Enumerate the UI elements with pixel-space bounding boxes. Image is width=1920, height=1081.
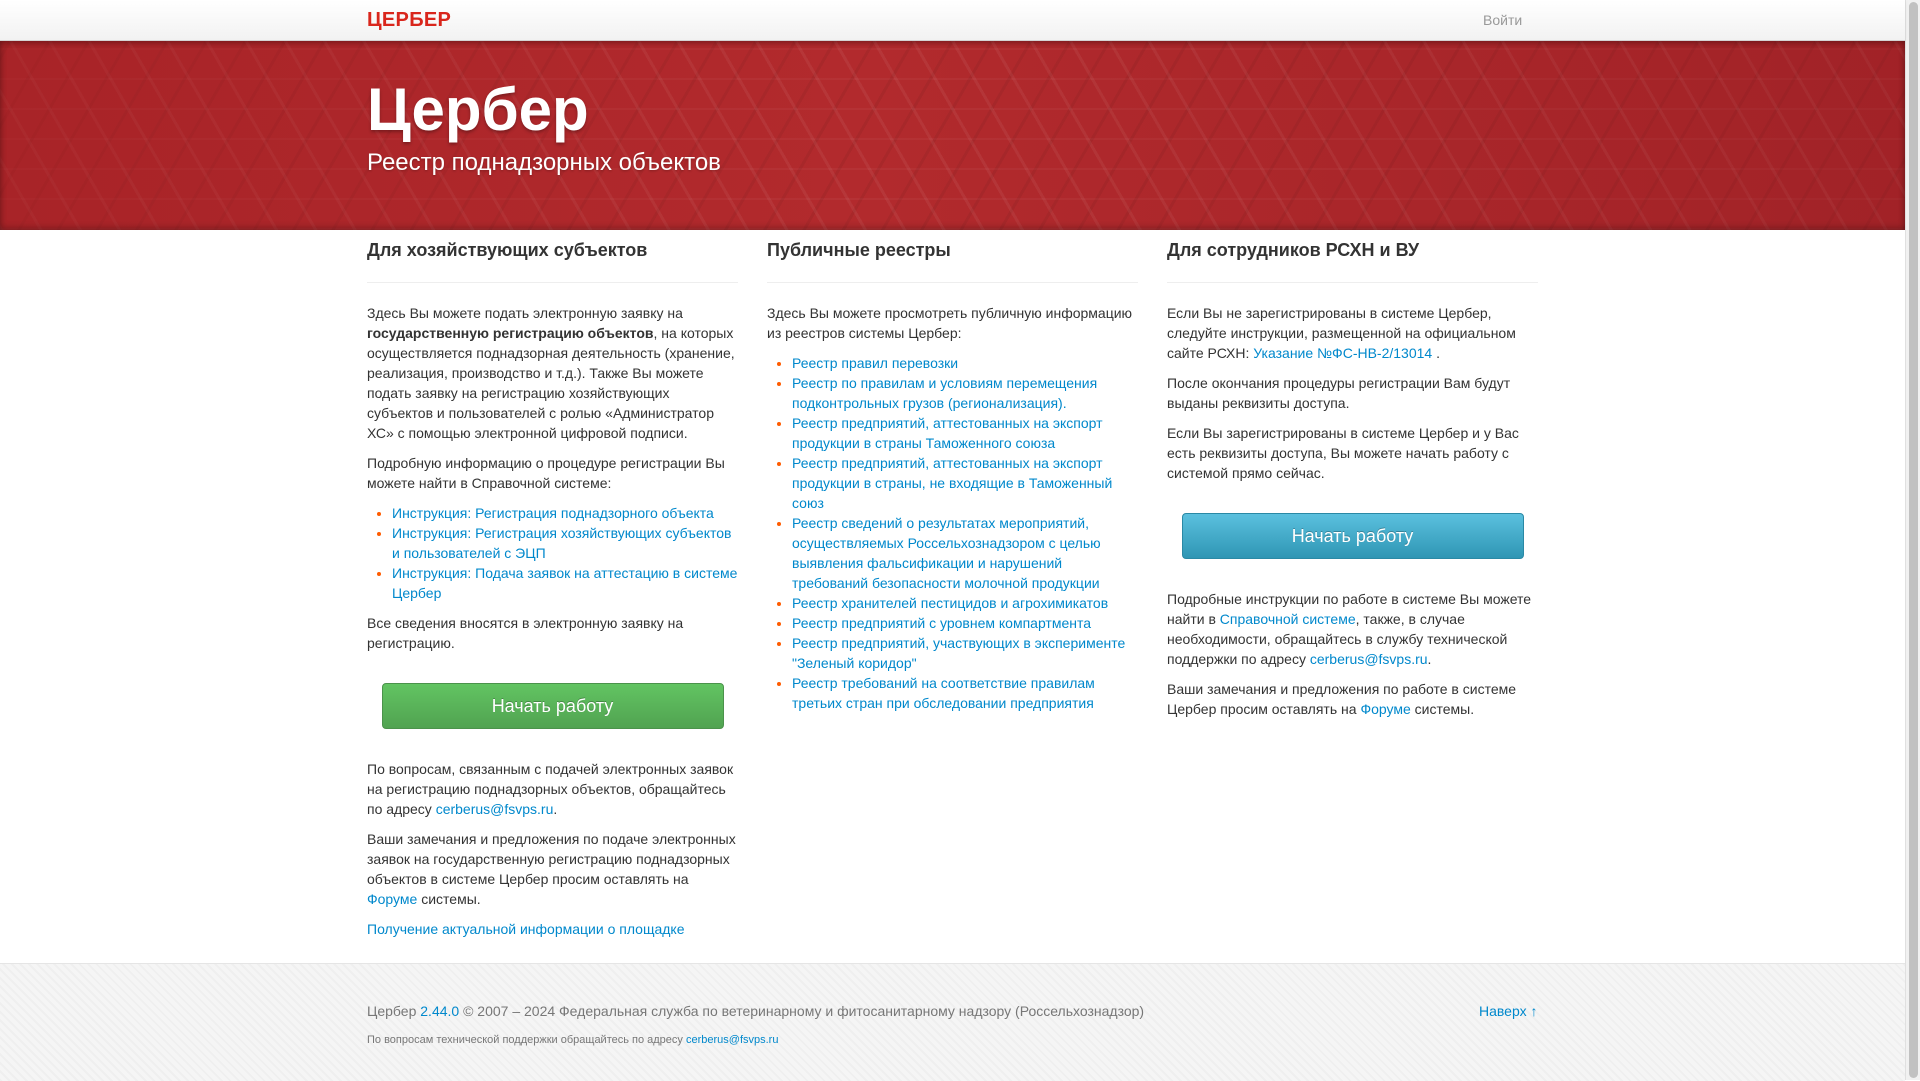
public-registries-column [767, 236, 1138, 723]
instruction-link-object-registration[interactable]: Инструкция: Регистрация поднадзорного объекта [392, 505, 714, 521]
intro-text-part: Здесь Вы можете подать электронную заявку на [367, 305, 683, 321]
all-data-text: Все сведения вносятся в электронную заявку на регистрацию. [367, 615, 684, 651]
remarks-text-part: системы. [1410, 701, 1475, 717]
support-email-link[interactable]: cerberus@fsvps.ru [1309, 651, 1428, 667]
registry-link-regionalization[interactable]: Реестр по правилам и условиям перемещения подконтрольных грузов (регионализация). [792, 375, 1098, 411]
intro-text-part: , на которых осуществляется поднадзорная деятельность (хранение, реализация, производство и т.д.). Также Вы можете подать заявку на регистрацию хозяйствующих субъектов и пользователей с ролью «Администратор ХС» с помощью электронной цифровой подписи. [367, 325, 735, 441]
footer-support-email-link[interactable]: cerberus@fsvps.ru [685, 1034, 779, 1046]
remarks-text-part: Ваши замечания и предложения по подаче электронных заявок на государственную регистрацию поднадзорных объектов в системе Цербер просим оставлять на [367, 831, 736, 887]
footer-product-name: Цербер [367, 1003, 421, 1019]
version-link[interactable]: 2.44.0 [420, 1003, 460, 1019]
intro-text [367, 303, 738, 443]
detailed-instructions-text [1167, 589, 1538, 669]
hero-title: Цербер [367, 76, 589, 143]
brand-logo-link[interactable]: ЦЕРБЕР [367, 9, 452, 31]
questions-text-part: . [553, 801, 558, 817]
remarks-text [367, 829, 738, 909]
navbar [0, 0, 1905, 41]
list-item [792, 593, 1138, 613]
footer-support-text: По вопросам технической поддержки обращайтесь по адресу [367, 1034, 686, 1046]
forum-link[interactable]: Форуме [1360, 701, 1411, 717]
questions-text-part: По вопросам, связанным с подачей электронных заявок на регистрацию поднадзорных объектов, обращайтесь по адресу [367, 761, 734, 817]
footer-copyright [367, 1001, 1144, 1021]
footer-support [367, 1031, 778, 1049]
after-procedure-text: После окончания процедуры регистрации Вам будут выданы реквизиты доступа. [1167, 375, 1511, 411]
list-item [792, 413, 1138, 453]
list-item [792, 453, 1138, 513]
actual-info-link[interactable]: Получение актуальной информации о площадке [367, 921, 685, 937]
page-scrollbar[interactable] [1905, 0, 1920, 1080]
registry-links-list [767, 353, 1138, 713]
list-item [792, 633, 1138, 673]
business-entities-column [367, 236, 738, 949]
hero-subtitle: Реестр поднадзорных объектов [367, 149, 721, 176]
column-heading: Для хозяйствующих субъектов [367, 236, 738, 283]
list-item [792, 673, 1138, 713]
registry-link-compartment[interactable]: Реестр предприятий с уровнем компартмента [792, 615, 1092, 631]
start-work-button-staff[interactable]: Начать работу [1182, 513, 1524, 559]
intro-text: Здесь Вы можете просмотреть публичную информацию из реестров системы Цербер: [767, 305, 1133, 341]
registry-link-pesticides[interactable]: Реестр хранителей пестицидов и агрохимикатов [792, 595, 1109, 611]
not-registered-text [1167, 303, 1538, 363]
actual-info-paragraph [367, 919, 738, 939]
questions-text [367, 759, 738, 819]
remarks-text-part: Ваши замечания и предложения по работе в системе Цербер просим оставлять на [1167, 681, 1517, 717]
back-to-top-link[interactable]: Наверх ↑ [1479, 1003, 1538, 1019]
remarks-text [1167, 679, 1538, 719]
registered-text: Если Вы зарегистрированы в системе Цербер и у Вас есть реквизиты доступа, Вы можете начать работу с системой прямо сейчас. [1167, 425, 1519, 481]
list-item [792, 613, 1138, 633]
detailed-text-part: Подробные инструкции по работе в системе Вы можете найти в [1167, 591, 1532, 627]
scrollbar-thumb[interactable] [1909, 2, 1918, 1078]
list-item [392, 503, 738, 523]
start-work-button-business[interactable]: Начать работу [382, 683, 724, 729]
hero-banner [0, 40, 1905, 230]
registry-link-dairy-falsification[interactable]: Реестр сведений о результатах мероприятий, осуществляемых Россельхознадзором с целью выявления фальсификации и нарушений требований безопасности молочной продукции [792, 515, 1101, 591]
detailed-text-part: , также, в случае необходимости, обращайтесь в службу технической поддержки по адресу [1167, 611, 1508, 667]
detailed-text-part: . [1427, 651, 1432, 667]
not-registered-text-part: . [1432, 345, 1440, 361]
remarks-text-part: системы. [417, 891, 481, 907]
intro-text-bold: государственную регистрацию объектов [367, 325, 654, 341]
list-item [792, 373, 1138, 413]
more-info-text: Подробную информацию о процедуре регистрации Вы можете найти в Справочной системе: [367, 455, 725, 491]
list-item [792, 513, 1138, 593]
instruction-decree-link[interactable]: Указание №ФС-НВ-2/13014 [1253, 345, 1433, 361]
registry-link-export-customs-union[interactable]: Реестр предприятий, аттестованных на экспорт продукции в страны Таможенного союза [792, 415, 1103, 451]
instruction-links-list [367, 503, 738, 603]
instruction-link-ecp-registration[interactable]: Инструкция: Регистрация хозяйствующих субъектов и пользователей с ЭЦП [392, 525, 732, 561]
staff-column [1167, 236, 1538, 729]
forum-link[interactable]: Форуме [367, 891, 418, 907]
help-system-link[interactable]: Справочной системе [1219, 611, 1356, 627]
list-item [392, 523, 738, 563]
login-link[interactable]: Войти [1483, 12, 1523, 28]
column-heading: Для сотрудников РСХН и ВУ [1167, 236, 1538, 283]
list-item [392, 563, 738, 603]
instruction-link-attestation[interactable]: Инструкция: Подача заявок на аттестацию в системе Цербер [392, 565, 738, 601]
support-email-link[interactable]: cerberus@fsvps.ru [435, 801, 554, 817]
footer-copyright-text: © 2007 – 2024 Федеральная служба по ветеринарному и фитосанитарному надзору (Россельхознадзор) [459, 1003, 1145, 1019]
list-item [792, 353, 1138, 373]
registry-link-export-non-customs-union[interactable]: Реестр предприятий, аттестованных на экспорт продукции в страны, не входящие в Таможенный союз [792, 455, 1113, 511]
registry-link-green-corridor[interactable]: Реестр предприятий, участвующих в эксперименте "Зеленый коридор" [792, 635, 1126, 671]
registry-link-transport-rules[interactable]: Реестр правил перевозки [792, 355, 959, 371]
footer [0, 963, 1905, 1081]
registry-link-third-countries[interactable]: Реестр требований на соответствие правилам третьих стран при обследовании предприятия [792, 675, 1095, 711]
not-registered-text-part: Если Вы не зарегистрированы в системе Цербер, следуйте инструкции, размещенной на официальном сайте РСХН: [1167, 305, 1516, 361]
column-heading: Публичные реестры [767, 236, 1138, 283]
